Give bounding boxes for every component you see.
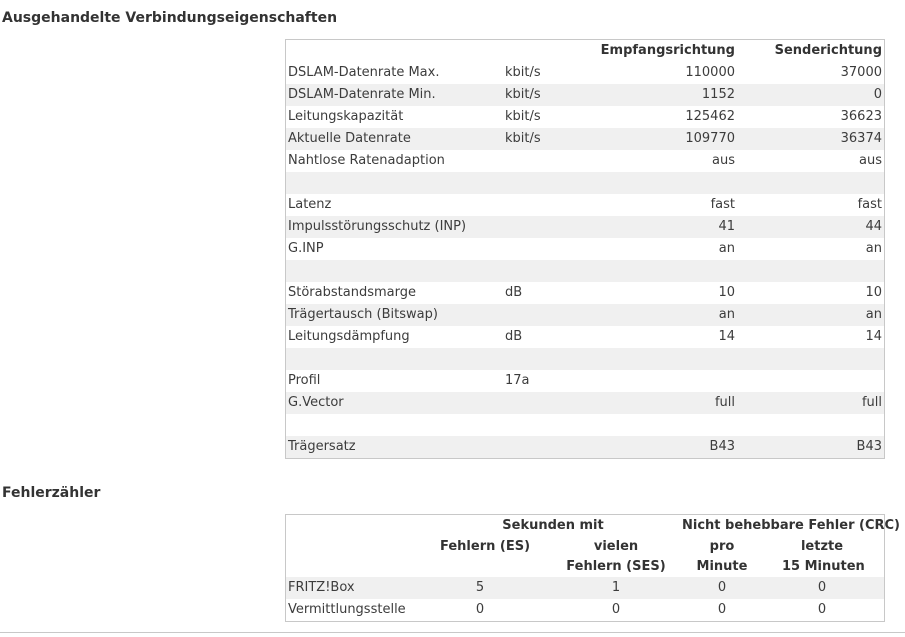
row-label: Profil [288,373,321,388]
row-send-value: 10 [865,285,882,300]
divider [0,632,905,633]
row-send-value: 37000 [840,65,882,80]
table-row [286,128,884,150]
row-15min-value: 0 [817,580,827,595]
row-receive-value: 109770 [685,131,735,146]
row-receive-value: fast [710,197,735,212]
row-unit: kbit/s [505,109,541,124]
row-label: Leitungskapazität [288,109,404,124]
row-send-value: 0 [873,87,882,102]
group-header-seconds-with: Sekunden mit [502,518,604,533]
table-row [286,304,884,326]
table-row [286,84,884,106]
row-es-value: 0 [475,602,485,617]
table-row [286,392,884,414]
row-unit: dB [505,329,523,344]
row-receive-value: 110000 [685,65,735,80]
row-send-value: 14 [865,329,882,344]
row-receive-value: B43 [709,439,735,454]
header-es: Fehlern (ES) [440,539,531,554]
row-label: Trägersatz [288,439,356,454]
row-label: G.Vector [288,395,344,410]
table-row [286,216,884,238]
table-row [286,194,884,216]
table-row [286,260,884,282]
row-label: Leitungsdämpfung [288,329,410,344]
table-row [286,62,884,84]
row-label: FRITZ!Box [288,580,355,595]
table-row [286,414,884,436]
row-send-value: B43 [856,439,882,454]
table-header-row-2 [286,557,884,577]
table-row [286,370,884,392]
table-row [286,172,884,194]
row-ses-value: 0 [611,602,621,617]
group-header-crc-errors: Nicht behebbare Fehler (CRC) [682,518,900,533]
table-row [286,326,884,348]
row-send-value: fast [857,197,882,212]
row-send-value: 36374 [840,131,882,146]
row-label: Impulsstörungsschutz (INP) [288,219,467,234]
row-ses-value: 1 [611,580,621,595]
row-receive-value: 1152 [701,87,735,102]
row-receive-value: full [714,395,735,410]
table-header-row [286,40,884,62]
row-receive-value: 14 [718,329,735,344]
connection-properties-table [285,39,885,459]
row-label: Latenz [288,197,332,212]
header-per-minute-line2: Minute [696,559,748,574]
table-row [286,577,884,599]
row-unit: kbit/s [505,65,541,80]
table-row [286,150,884,172]
row-send-value: 44 [865,219,882,234]
row-receive-value: aus [712,153,735,168]
row-receive-value: an [718,241,735,256]
table-row [286,599,884,621]
table-header-row-1 [286,537,884,557]
row-label: Störabstandsmarge [288,285,416,300]
row-label: DSLAM-Datenrate Min. [288,87,436,102]
table-row [286,348,884,370]
row-label: Aktuelle Datenrate [288,131,411,146]
row-per-minute-value: 0 [717,580,727,595]
error-counter-table [285,514,900,622]
row-receive-value: 125462 [685,109,735,124]
row-label: G.INP [288,241,324,256]
row-receive-value: 41 [718,219,735,234]
row-send-value: an [865,307,882,322]
section-title-connection-properties: Ausgehandelte Verbindungseigenschaften [2,10,338,26]
header-ses-line1: vielen [593,539,639,554]
row-unit: dB [505,285,523,300]
row-label: Nahtlose Ratenadaption [288,153,445,168]
table-row [286,436,884,458]
table-group-header-row [286,515,900,537]
header-15min-line2: 15 Minuten [782,559,865,574]
header-send-direction: Senderichtung [774,43,882,58]
row-unit: 17a [505,373,530,388]
row-unit: kbit/s [505,87,541,102]
row-receive-value: an [718,307,735,322]
table-row [286,282,884,304]
header-15min-line1: letzte [800,539,844,554]
header-per-minute-line1: pro [709,539,735,554]
row-send-value: 36623 [840,109,882,124]
row-send-value: full [861,395,882,410]
row-per-minute-value: 0 [717,602,727,617]
row-send-value: aus [859,153,882,168]
row-receive-value: 10 [718,285,735,300]
table-row [286,106,884,128]
row-label: Trägertausch (Bitswap) [288,307,438,322]
row-es-value: 5 [475,580,485,595]
section-title-error-counter: Fehlerzähler [2,485,101,501]
row-label: DSLAM-Datenrate Max. [288,65,440,80]
header-receive-direction: Empfangsrichtung [600,43,735,58]
row-unit: kbit/s [505,131,541,146]
row-15min-value: 0 [817,602,827,617]
table-row [286,238,884,260]
row-label: Vermittlungsstelle [288,602,406,617]
header-ses-line2: Fehlern (SES) [566,559,666,574]
row-send-value: an [865,241,882,256]
